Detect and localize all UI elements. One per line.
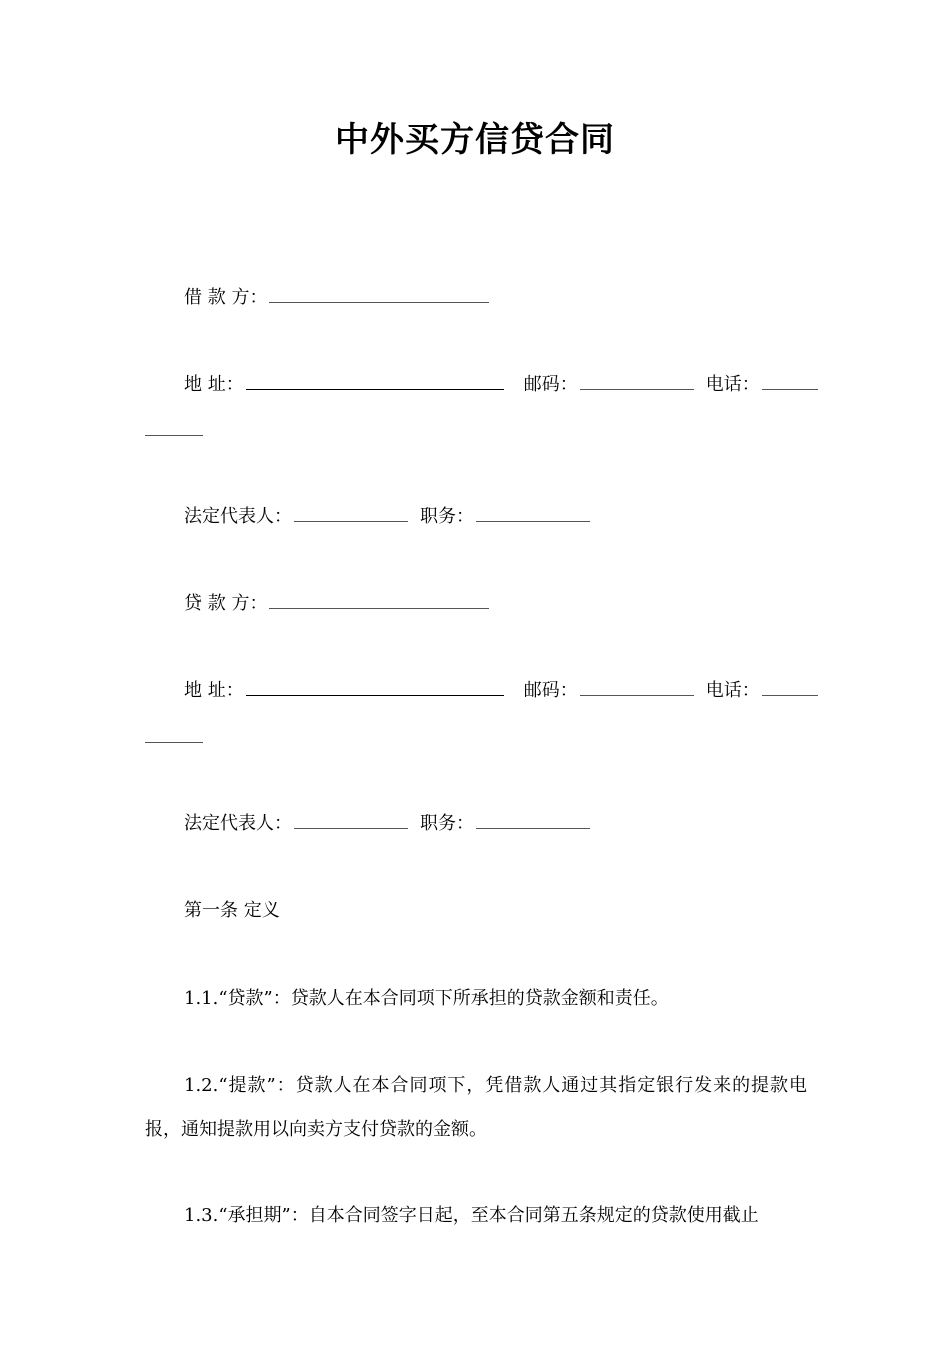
lender-address-blank[interactable] <box>246 677 504 696</box>
borrower-position-blank[interactable] <box>476 503 590 522</box>
borrower-blank[interactable] <box>269 284 489 303</box>
lender-postcode-blank[interactable] <box>580 677 694 696</box>
clause-1-3: 1.3.“承担期”：自本合同签字日起，至本合同第五条规定的贷款使用截止 <box>184 1205 759 1226</box>
lender-rep-line <box>184 810 590 838</box>
borrower-rep-line <box>184 503 590 531</box>
borrower-position-label: 职务： <box>420 506 474 527</box>
document-title: 中外买方信贷合同 <box>335 120 615 160</box>
lender-address-line <box>184 677 818 705</box>
lender-phone-blank-continued[interactable] <box>145 741 203 743</box>
borrower-rep-label: 法定代表人： <box>184 506 292 527</box>
lender-position-label: 职务： <box>420 813 474 834</box>
borrower-address-line <box>184 371 818 399</box>
clause-1-1: 1.1.“贷款”：贷款人在本合同项下所承担的贷款金额和责任。 <box>184 988 669 1009</box>
article-heading: 第一条 定义 <box>184 900 280 921</box>
borrower-phone-blank-continued[interactable] <box>145 434 203 436</box>
lender-postcode-label: 邮码： <box>523 680 578 701</box>
borrower-line <box>184 284 489 312</box>
borrower-phone-label: 电话： <box>705 374 760 395</box>
lender-line <box>184 590 489 618</box>
lender-rep-blank[interactable] <box>294 810 408 829</box>
borrower-address-blank[interactable] <box>246 371 504 390</box>
lender-phone-blank[interactable] <box>762 677 818 696</box>
clause-1-2: 1.2.“提款”：贷款人在本合同项下，凭借款人通过其指定银行发来的提款电报，通知提款用以向卖方支付贷款的金额。 <box>145 1075 807 1140</box>
borrower-postcode-label: 邮码： <box>523 374 578 395</box>
lender-label: 贷 款 方： <box>184 593 268 614</box>
lender-phone-label: 电话： <box>705 680 760 701</box>
lender-address-label: 地 址： <box>184 680 244 701</box>
borrower-address-label: 地 址： <box>184 374 244 395</box>
borrower-label: 借 款 方： <box>184 287 268 308</box>
borrower-postcode-blank[interactable] <box>580 371 694 390</box>
lender-position-blank[interactable] <box>476 810 590 829</box>
borrower-phone-blank[interactable] <box>762 371 818 390</box>
lender-rep-label: 法定代表人： <box>184 813 292 834</box>
borrower-rep-blank[interactable] <box>294 503 408 522</box>
lender-blank[interactable] <box>269 590 489 609</box>
